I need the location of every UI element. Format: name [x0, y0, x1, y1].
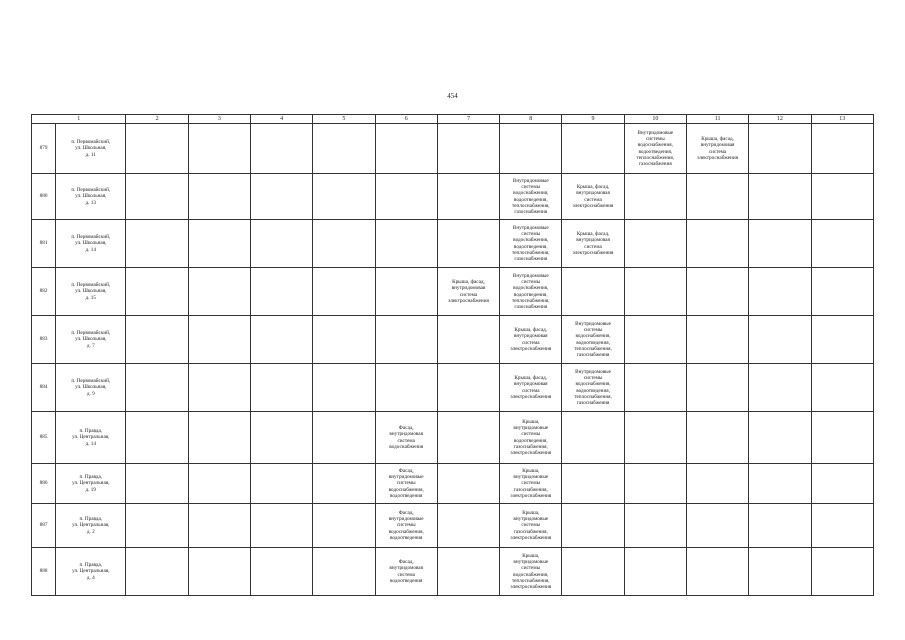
table-row	[32, 364, 874, 412]
table-row	[32, 220, 874, 268]
column-header-10: 10	[624, 115, 686, 124]
work-cell-col-11	[686, 316, 748, 364]
work-cell-col-13	[811, 504, 873, 548]
work-cell-col-12	[749, 364, 811, 412]
work-cell-col-8: Внутридомовые системы водоснабжения, водоотведения, теплоснабжения, газоснабжения	[500, 268, 562, 316]
work-cell-col-11	[686, 548, 748, 596]
work-cell-col-13	[811, 412, 873, 464]
work-cell-col-6	[375, 316, 437, 364]
work-cell-col-5	[313, 364, 375, 412]
work-cell-col-10	[624, 548, 686, 596]
column-header-5: 5	[313, 115, 375, 124]
work-cell-col-8: Крыша, внутридомовые системы газоснабжения, электроснабжения	[500, 504, 562, 548]
work-cell-col-2	[126, 316, 188, 364]
column-header-13: 13	[811, 115, 873, 124]
work-cell-col-10	[624, 268, 686, 316]
work-cell-col-9	[562, 464, 624, 504]
work-cell-col-13	[811, 174, 873, 220]
address-cell: п. Правда, ул. Центральная, д. 14	[56, 412, 126, 464]
work-cell-col-2	[126, 548, 188, 596]
row-number: 882	[32, 268, 56, 316]
column-header-1: 1	[32, 115, 126, 124]
page-number: 454	[447, 92, 458, 100]
work-cell-col-9	[562, 548, 624, 596]
work-cell-col-4	[251, 464, 313, 504]
work-cell-col-8: Крыша, фасад, внутридомовая система электроснабжения	[500, 316, 562, 364]
work-cell-col-12	[749, 464, 811, 504]
work-cell-col-7	[437, 316, 499, 364]
work-cell-col-12	[749, 124, 811, 174]
work-cell-col-13	[811, 316, 873, 364]
work-cell-col-7	[437, 548, 499, 596]
table-row	[32, 316, 874, 364]
address-cell: п. Правда, ул. Центральная, д. 19	[56, 464, 126, 504]
column-header-3: 3	[188, 115, 250, 124]
work-cell-col-5	[313, 174, 375, 220]
work-cell-col-10: Внутридомовые системы водоснабжения, водоотведения, теплоснабжения, газоснабжения	[624, 124, 686, 174]
work-cell-col-6	[375, 268, 437, 316]
work-cell-col-7	[437, 174, 499, 220]
work-cell-col-11	[686, 268, 748, 316]
column-header-6: 6	[375, 115, 437, 124]
address-cell: п. Первомайский, ул. Школьная, д. 11	[56, 124, 126, 174]
work-cell-col-11	[686, 504, 748, 548]
work-cell-col-10	[624, 412, 686, 464]
work-cell-col-5	[313, 464, 375, 504]
column-header-2: 2	[126, 115, 188, 124]
row-number: 884	[32, 364, 56, 412]
work-cell-col-7	[437, 504, 499, 548]
address-cell: п. Правда, ул. Центральная, д. 2	[56, 504, 126, 548]
column-header-11: 11	[686, 115, 748, 124]
column-header-8: 8	[500, 115, 562, 124]
work-cell-col-9	[562, 412, 624, 464]
column-header-7: 7	[437, 115, 499, 124]
work-cell-col-12	[749, 548, 811, 596]
work-cell-col-6: Фасад, внутридомовая система водоснабжения	[375, 412, 437, 464]
work-cell-col-3	[188, 174, 250, 220]
work-cell-col-2	[126, 220, 188, 268]
work-cell-col-9: Крыша, фасад, внутридомовая система электроснабжения	[562, 174, 624, 220]
address-cell: п. Первомайский, ул. Школьная, д. 13	[56, 174, 126, 220]
address-cell: п. Первомайский, ул. Школьная, д. 9	[56, 364, 126, 412]
work-cell-col-10	[624, 174, 686, 220]
work-cell-col-9: Внутридомовые системы водоснабжения, водоотведения, теплоснабжения, газоснабжения	[562, 364, 624, 412]
work-cell-col-9: Крыша, фасад, внутридомовая система электроснабжения	[562, 220, 624, 268]
row-number: 883	[32, 316, 56, 364]
work-cell-col-5	[313, 548, 375, 596]
work-cell-col-8: Крыша, фасад, внутридомовая система электроснабжения	[500, 364, 562, 412]
work-cell-col-6	[375, 220, 437, 268]
work-cell-col-13	[811, 124, 873, 174]
row-number: 888	[32, 548, 56, 596]
row-number: 886	[32, 464, 56, 504]
address-cell: п. Первомайский, ул. Школьная, д. 14	[56, 220, 126, 268]
work-cell-col-5	[313, 504, 375, 548]
work-cell-col-12	[749, 220, 811, 268]
work-cell-col-3	[188, 364, 250, 412]
work-cell-col-11	[686, 464, 748, 504]
work-cell-col-6: Фасад, внутридомовые системы водоснабжения, водоотведения	[375, 504, 437, 548]
work-cell-col-13	[811, 364, 873, 412]
work-cell-col-3	[188, 268, 250, 316]
work-cell-col-2	[126, 364, 188, 412]
address-cell: п. Первомайский, ул. Школьная, д. 7	[56, 316, 126, 364]
work-cell-col-2	[126, 124, 188, 174]
work-cell-col-10	[624, 316, 686, 364]
table-row	[32, 504, 874, 548]
column-header-4: 4	[251, 115, 313, 124]
work-cell-col-4	[251, 504, 313, 548]
work-cell-col-13	[811, 220, 873, 268]
work-cell-col-13	[811, 268, 873, 316]
work-cell-col-6	[375, 124, 437, 174]
work-cell-col-13	[811, 548, 873, 596]
work-cell-col-9	[562, 268, 624, 316]
work-cell-col-3	[188, 464, 250, 504]
table-row	[32, 548, 874, 596]
table-row	[32, 268, 874, 316]
work-cell-col-12	[749, 174, 811, 220]
work-cell-col-6	[375, 174, 437, 220]
work-cell-col-5	[313, 412, 375, 464]
work-cell-col-6: Фасад, внутридомовые системы водоснабжения, водоотведения	[375, 464, 437, 504]
work-cell-col-4	[251, 412, 313, 464]
work-cell-col-8: Крыша, внутридомовые системы водоотведения, газоснабжения, электроснабжения	[500, 412, 562, 464]
work-cell-col-13	[811, 464, 873, 504]
work-cell-col-2	[126, 268, 188, 316]
work-cell-col-3	[188, 124, 250, 174]
work-cell-col-8: Крыша, внутридомовые системы газоснабжения, электроснабжения	[500, 464, 562, 504]
row-number: 879	[32, 124, 56, 174]
repair-schedule-table	[31, 114, 874, 596]
address-cell: п. Правда, ул. Центральная, д. 4	[56, 548, 126, 596]
work-cell-col-7	[437, 124, 499, 174]
work-cell-col-5	[313, 124, 375, 174]
work-cell-col-6: Фасад, внутридомовая система водоотведения	[375, 548, 437, 596]
table-row	[32, 124, 874, 174]
work-cell-col-7	[437, 220, 499, 268]
table-header-row	[32, 115, 874, 124]
row-number: 887	[32, 504, 56, 548]
column-header-9: 9	[562, 115, 624, 124]
work-cell-col-8	[500, 124, 562, 174]
row-number: 881	[32, 220, 56, 268]
work-cell-col-10	[624, 220, 686, 268]
work-cell-col-2	[126, 412, 188, 464]
work-cell-col-2	[126, 504, 188, 548]
work-cell-col-8: Крыша, внутридомовые системы водоснабжения, теплоснабжения, электроснабжения	[500, 548, 562, 596]
work-cell-col-12	[749, 316, 811, 364]
work-cell-col-3	[188, 220, 250, 268]
work-cell-col-7	[437, 412, 499, 464]
work-cell-col-11	[686, 412, 748, 464]
work-cell-col-10	[624, 364, 686, 412]
work-cell-col-4	[251, 124, 313, 174]
work-cell-col-12	[749, 268, 811, 316]
work-cell-col-4	[251, 174, 313, 220]
work-cell-col-10	[624, 504, 686, 548]
work-cell-col-11	[686, 364, 748, 412]
work-cell-col-12	[749, 504, 811, 548]
address-cell: п. Первомайский, ул. Школьная, д. 15	[56, 268, 126, 316]
work-cell-col-9: Внутридомовые системы водоснабжения, водоотведения, теплоснабжения, газоснабжения	[562, 316, 624, 364]
work-cell-col-11	[686, 174, 748, 220]
work-cell-col-4	[251, 268, 313, 316]
work-cell-col-7	[437, 364, 499, 412]
work-cell-col-3	[188, 412, 250, 464]
work-cell-col-3	[188, 548, 250, 596]
work-cell-col-4	[251, 220, 313, 268]
work-cell-col-2	[126, 174, 188, 220]
work-cell-col-2	[126, 464, 188, 504]
work-cell-col-4	[251, 548, 313, 596]
work-cell-col-3	[188, 316, 250, 364]
work-cell-col-11: Крыша, фасад, внутридомовая система электроснабжения	[686, 124, 748, 174]
work-cell-col-5	[313, 268, 375, 316]
row-number: 885	[32, 412, 56, 464]
work-cell-col-4	[251, 364, 313, 412]
work-cell-col-3	[188, 504, 250, 548]
work-cell-col-12	[749, 412, 811, 464]
table-row	[32, 412, 874, 464]
row-number: 880	[32, 174, 56, 220]
table-row	[32, 464, 874, 504]
work-cell-col-10	[624, 464, 686, 504]
work-cell-col-9	[562, 124, 624, 174]
table-row	[32, 174, 874, 220]
work-cell-col-8: Внутридомовые системы водоснабжения, водоотведения, теплоснабжения, газоснабжения	[500, 174, 562, 220]
work-cell-col-5	[313, 220, 375, 268]
column-header-12: 12	[749, 115, 811, 124]
work-cell-col-5	[313, 316, 375, 364]
work-cell-col-8: Внутридомовые системы водоснабжения, водоотведения, теплоснабжения, газоснабжения	[500, 220, 562, 268]
work-cell-col-4	[251, 316, 313, 364]
work-cell-col-7	[437, 464, 499, 504]
work-cell-col-9	[562, 504, 624, 548]
work-cell-col-6	[375, 364, 437, 412]
work-cell-col-7: Крыша, фасад, внутридомовая система электроснабжения	[437, 268, 499, 316]
work-cell-col-11	[686, 220, 748, 268]
